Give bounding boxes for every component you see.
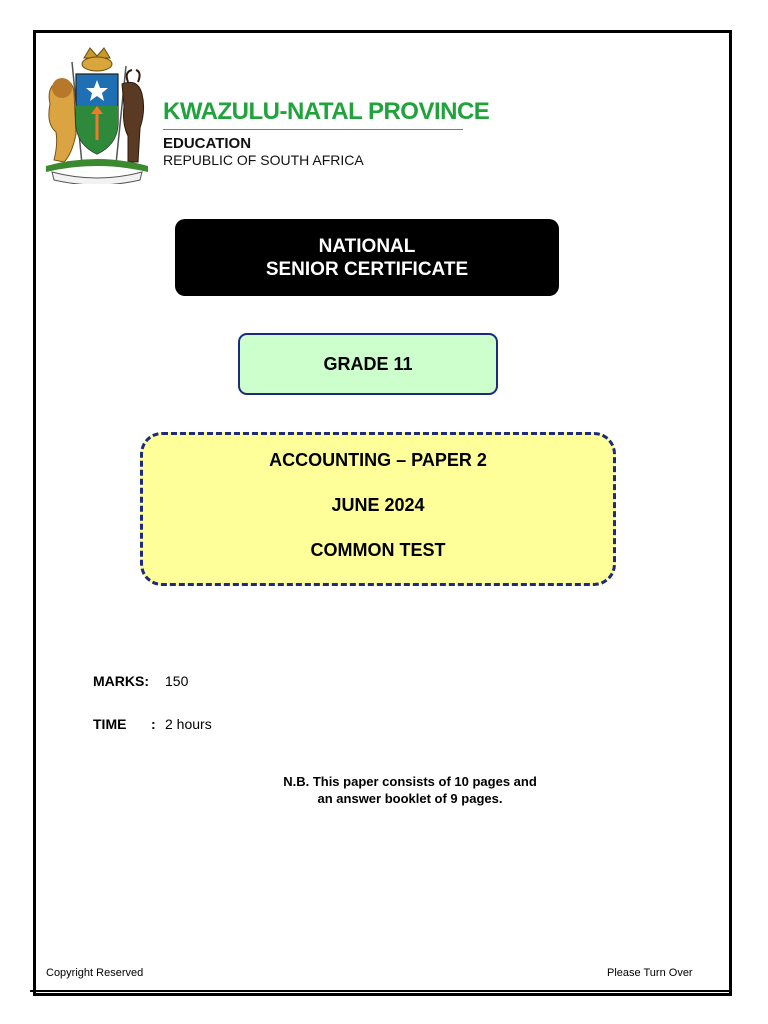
marks-value: 150 (165, 673, 189, 689)
country-name: REPUBLIC OF SOUTH AFRICA (163, 152, 364, 168)
exam-date: JUNE 2024 (331, 495, 425, 515)
subject-box (140, 432, 616, 586)
grade-label: GRADE 11 (323, 353, 413, 374)
page-border-shadow-bottom (30, 990, 730, 992)
page-border-shadow-right (730, 34, 732, 992)
certificate-line-1: NATIONAL (318, 235, 416, 257)
footer-turn-over: Please Turn Over (607, 967, 693, 979)
note-line-2: an answer booklet of 9 pages. (317, 791, 503, 806)
page-count-note (200, 773, 620, 807)
test-type: COMMON TEST (310, 540, 446, 560)
time-label: TIME (93, 716, 127, 732)
footer-copyright: Copyright Reserved (46, 967, 144, 979)
department-name: EDUCATION (163, 135, 252, 152)
subject-title: ACCOUNTING – PAPER 2 (269, 450, 487, 470)
certificate-line-2: SENIOR CERTIFICATE (265, 258, 469, 280)
certificate-banner (175, 219, 559, 296)
header-text-block (163, 98, 490, 168)
province-title: KWAZULU-NATAL PROVINCE (163, 98, 490, 125)
grade-box (238, 333, 498, 395)
header-rule (163, 129, 463, 130)
coat-of-arms-logo (42, 44, 152, 184)
time-colon: : (151, 716, 156, 732)
time-value: 2 hours (165, 716, 212, 732)
note-line-1: N.B. This paper consists of 10 pages and (283, 774, 537, 789)
marks-label: MARKS: (93, 673, 149, 689)
